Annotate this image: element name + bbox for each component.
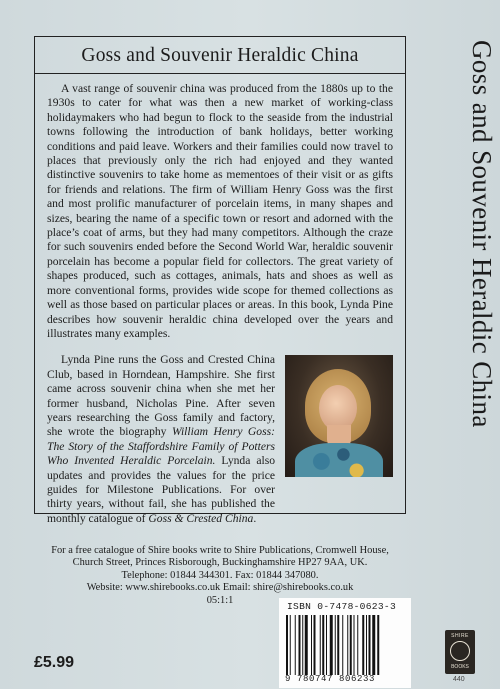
publisher-line-5: 05:1:1 bbox=[206, 594, 234, 606]
logo-bottom-text: BOOKS bbox=[451, 664, 469, 670]
shire-logo bbox=[445, 630, 475, 674]
logo-emblem-icon bbox=[450, 641, 470, 661]
author-section bbox=[47, 353, 393, 563]
barcode-bars bbox=[285, 615, 405, 675]
publisher-line-3: Telephone: 01844 344301. Fax: 01844 347080. bbox=[121, 569, 319, 581]
barcode-number: 9 780747 806233 bbox=[285, 674, 376, 684]
bio-text-3: . bbox=[253, 511, 257, 525]
bio-text-1: Lynda Pine runs the Goss and Crested China Club, based in Horndean, Hampshire. She first came across souvenir china when she met her former husband, Nicholas Pine. After seven years researching the Goss family and factory, she wrote the biography bbox=[47, 353, 275, 439]
spine-title: Goss and Souvenir Heraldic China bbox=[467, 40, 497, 428]
bio-book-title: William Henry Goss: The Story of the Staffordshire Family of Potters Who Invented Heraldic Porcelain. bbox=[47, 425, 275, 468]
isbn-label: ISBN 0-7478-0623-3 bbox=[287, 601, 397, 612]
description-panel bbox=[34, 36, 406, 525]
logo-top-text: SHIRE bbox=[451, 633, 469, 639]
price: £5.99 bbox=[34, 654, 75, 671]
bio-catalogue-title: Goss & Crested China bbox=[148, 511, 254, 525]
book-description: A vast range of souvenir china was produced from the 1880s up to the 1930s to cater for what was then a new market of working-class holidaymakers who had begun to flock to the seaside from the industrial towns following the introduction of bank holidays, better working conditions and paid leave. Workers and their families could now travel to places that previously only the rich had enjoyed and they wanted distinctive souvenirs to take home as mementoes of their visit or as gifts for friends and relations. The firm of William Henry Goss was the first and most prolific manufacturer of porcelain items, in many shapes and sizes, bearing the name of a specific town or resort and adorned with the place’s coat of arms, but they had many competitors. Although the craze for such souvenirs ended before the Second World War, heraldic souvenir porcelain has become a popular field for collectors. The great variety of shapes produced, such as cottages, animals, hats and shoes as well as more conventional forms, provides wide scope for themed collections as well as those based on particular places or areas. In this book, Lynda Pine describes how souvenir heraldic china developed over the years and illustrates many examples. bbox=[47, 82, 393, 340]
photo-dress bbox=[295, 443, 383, 477]
author-photo bbox=[285, 355, 393, 477]
book-title: Goss and Souvenir Heraldic China bbox=[81, 45, 359, 66]
publisher-line-1: For a free catalogue of Shire books write to Shire Publications, Cromwell House, bbox=[51, 545, 389, 556]
author-bio bbox=[47, 353, 275, 526]
title-divider bbox=[35, 73, 405, 74]
bio-text-2: Lynda also updates and provides the values for the price guides for Milestone Publications. For over thirty years, without fail, she has published the monthly catalogue of bbox=[47, 454, 276, 525]
spine-number: 440 bbox=[453, 676, 465, 683]
barcode bbox=[279, 598, 411, 688]
publisher-line-4: Website: www.shirebooks.co.uk Email: shire@shirebooks.co.uk bbox=[86, 582, 354, 594]
publisher-line-2: Church Street, Princes Risborough, Buckinghamshire HP27 9AA, UK. bbox=[72, 557, 368, 569]
